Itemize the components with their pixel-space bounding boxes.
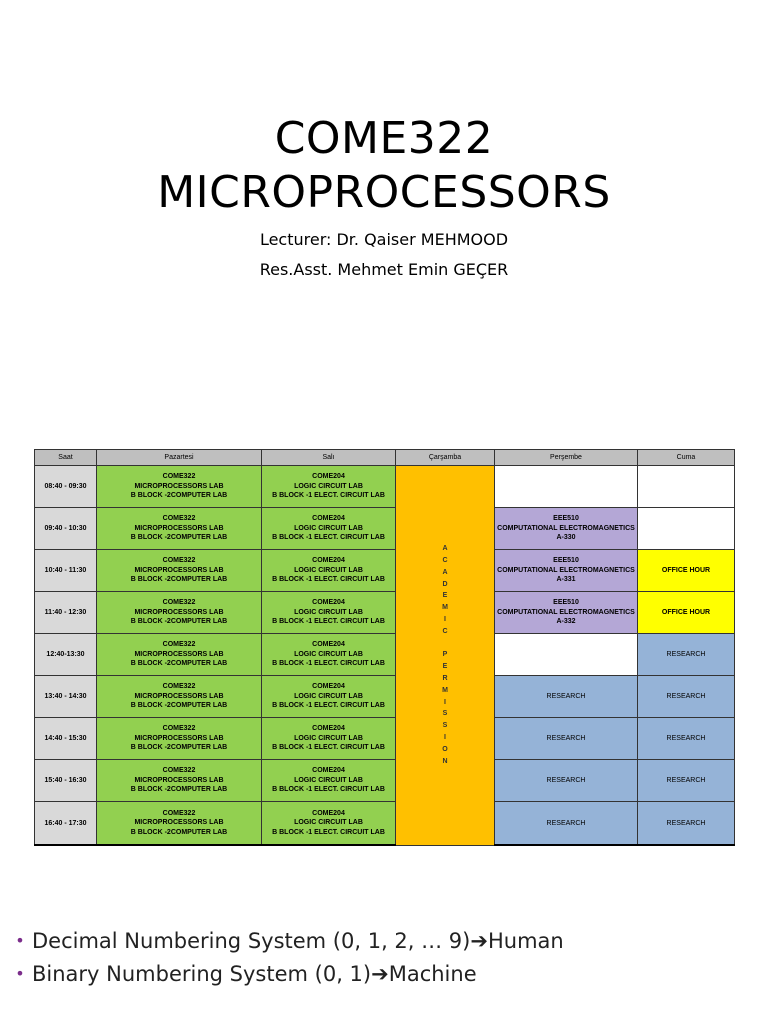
bullet-item-decimal — [8, 924, 758, 957]
thursday-cell — [495, 466, 638, 508]
thursday-cell: EEE510 COMPUTATIONAL ELECTROMAGNETICS A-330 — [495, 508, 638, 550]
title-line-2: MICROPROCESSORS — [157, 167, 611, 218]
friday-cell: OFFICE HOUR — [638, 550, 735, 592]
slide-title — [0, 112, 768, 220]
bullet-text: Decimal Numbering System (0, 1, 2, … 9) — [32, 928, 471, 953]
arrow-right-icon: ➔ — [470, 928, 488, 953]
schedule-table — [34, 449, 735, 846]
bullet-item-binary — [8, 957, 758, 990]
time-cell: 08:40 - 09:30 — [35, 466, 97, 508]
bullet-tail: Machine — [388, 961, 477, 986]
table-row — [35, 634, 735, 676]
header-sali: Salı — [262, 450, 396, 466]
academic-permission-letter: A — [442, 568, 448, 576]
table-row — [35, 466, 735, 508]
bullet-dot-icon: • — [15, 931, 25, 950]
bullet-text: Binary Numbering System (0, 1) — [32, 961, 372, 986]
header-carsamba: Çarşamba — [396, 450, 495, 466]
schedule-header-row — [35, 450, 735, 466]
lecturer-text: Lecturer: Dr. Qaiser MEHMOOD — [259, 230, 509, 249]
time-cell: 16:40 - 17:30 — [35, 802, 97, 846]
friday-cell: OFFICE HOUR — [638, 592, 735, 634]
academic-permission-letter: M — [442, 686, 448, 694]
header-persembe: Perşembe — [495, 450, 638, 466]
bullet-list — [8, 924, 758, 990]
academic-permission-letter: R — [442, 674, 448, 682]
time-cell: 14:40 - 15:30 — [35, 718, 97, 760]
monday-cell: COME322 MICROPROCESSORS LAB B BLOCK -2COMPUTER LAB — [97, 676, 262, 718]
tuesday-cell: COME204 LOGIC CIRCUIT LAB B BLOCK -1 ELECT. CIRCUIT LAB — [262, 508, 396, 550]
academic-permission-letter: N — [442, 757, 448, 765]
academic-permission-letter: I — [444, 698, 446, 706]
academic-permission-letter: C — [442, 627, 448, 635]
time-cell: 10:40 - 11:30 — [35, 550, 97, 592]
header-saat: Saat — [35, 450, 97, 466]
time-cell: 13:40 - 14:30 — [35, 676, 97, 718]
title-line-1: COME322 — [274, 113, 494, 164]
tuesday-cell: COME204 LOGIC CIRCUIT LAB B BLOCK -1 ELECT. CIRCUIT LAB — [262, 760, 396, 802]
tuesday-cell: COME204 LOGIC CIRCUIT LAB B BLOCK -1 ELECT. CIRCUIT LAB — [262, 634, 396, 676]
table-row — [35, 592, 735, 634]
academic-permission-letter: O — [442, 745, 448, 753]
tuesday-cell: COME204 LOGIC CIRCUIT LAB B BLOCK -1 ELECT. CIRCUIT LAB — [262, 592, 396, 634]
table-row — [35, 802, 735, 846]
friday-cell: RESEARCH — [638, 676, 735, 718]
thursday-cell: EEE510 COMPUTATIONAL ELECTROMAGNETICS A-331 — [495, 550, 638, 592]
monday-cell: COME322 MICROPROCESSORS LAB B BLOCK -2COMPUTER LAB — [97, 466, 262, 508]
academic-permission-letter: E — [442, 592, 448, 600]
tuesday-cell: COME204 LOGIC CIRCUIT LAB B BLOCK -1 ELECT. CIRCUIT LAB — [262, 466, 396, 508]
academic-permission-letter: A — [442, 545, 448, 553]
tuesday-cell: COME204 LOGIC CIRCUIT LAB B BLOCK -1 ELECT. CIRCUIT LAB — [262, 550, 396, 592]
academic-permission-letter: D — [442, 580, 448, 588]
friday-cell: RESEARCH — [638, 634, 735, 676]
table-row — [35, 760, 735, 802]
bullet-dot-icon: • — [15, 964, 25, 983]
academic-permission-letter: S — [442, 722, 448, 730]
friday-cell — [638, 466, 735, 508]
thursday-cell: RESEARCH — [495, 676, 638, 718]
friday-cell — [638, 508, 735, 550]
bullet-tail: Human — [487, 928, 564, 953]
academic-permission-letter: I — [444, 615, 446, 623]
time-cell: 09:40 - 10:30 — [35, 508, 97, 550]
thursday-cell — [495, 634, 638, 676]
monday-cell: COME322 MICROPROCESSORS LAB B BLOCK -2COMPUTER LAB — [97, 802, 262, 846]
friday-cell: RESEARCH — [638, 760, 735, 802]
academic-permission-letter: C — [442, 556, 448, 564]
tuesday-cell: COME204 LOGIC CIRCUIT LAB B BLOCK -1 ELECT. CIRCUIT LAB — [262, 676, 396, 718]
assistant-text: Res.Asst. Mehmet Emin GEÇER — [259, 260, 509, 279]
tuesday-cell: COME204 LOGIC CIRCUIT LAB B BLOCK -1 ELECT. CIRCUIT LAB — [262, 802, 396, 846]
academic-permission-letter — [440, 638, 450, 650]
academic-permission-letter: P — [442, 651, 448, 659]
thursday-cell: RESEARCH — [495, 802, 638, 846]
tuesday-cell: COME204 LOGIC CIRCUIT LAB B BLOCK -1 ELECT. CIRCUIT LAB — [262, 718, 396, 760]
thursday-cell: EEE510 COMPUTATIONAL ELECTROMAGNETICS A-332 — [495, 592, 638, 634]
academic-permission-text — [440, 543, 450, 767]
time-cell: 11:40 - 12:30 — [35, 592, 97, 634]
monday-cell: COME322 MICROPROCESSORS LAB B BLOCK -2COMPUTER LAB — [97, 592, 262, 634]
table-row — [35, 676, 735, 718]
thursday-cell: RESEARCH — [495, 760, 638, 802]
academic-permission-letter: E — [442, 663, 448, 671]
academic-permission-letter: S — [442, 710, 448, 718]
time-cell: 12:40-13:30 — [35, 634, 97, 676]
header-pazartesi: Pazartesi — [97, 450, 262, 466]
monday-cell: COME322 MICROPROCESSORS LAB B BLOCK -2COMPUTER LAB — [97, 508, 262, 550]
friday-cell: RESEARCH — [638, 802, 735, 846]
time-cell: 15:40 - 16:30 — [35, 760, 97, 802]
academic-permission-letter: M — [442, 604, 448, 612]
table-row — [35, 508, 735, 550]
monday-cell: COME322 MICROPROCESSORS LAB B BLOCK -2COMPUTER LAB — [97, 550, 262, 592]
arrow-right-icon: ➔ — [371, 961, 389, 986]
thursday-cell: RESEARCH — [495, 718, 638, 760]
academic-permission-cell — [396, 466, 495, 846]
monday-cell: COME322 MICROPROCESSORS LAB B BLOCK -2COMPUTER LAB — [97, 760, 262, 802]
header-cuma: Cuma — [638, 450, 735, 466]
monday-cell: COME322 MICROPROCESSORS LAB B BLOCK -2COMPUTER LAB — [97, 634, 262, 676]
monday-cell: COME322 MICROPROCESSORS LAB B BLOCK -2COMPUTER LAB — [97, 718, 262, 760]
table-row — [35, 718, 735, 760]
academic-permission-letter: I — [444, 733, 446, 741]
table-row — [35, 550, 735, 592]
friday-cell: RESEARCH — [638, 718, 735, 760]
